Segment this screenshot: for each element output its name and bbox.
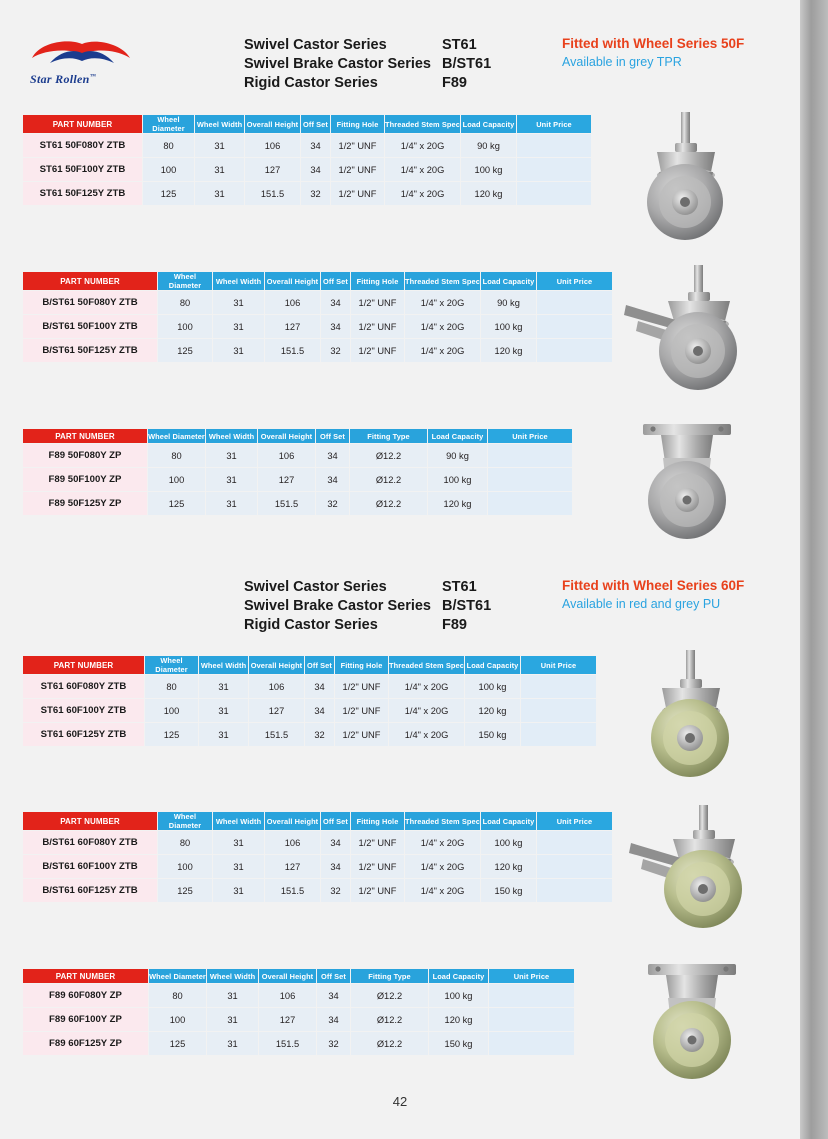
th-part-number: PART NUMBER xyxy=(23,656,145,675)
series-titles-50f xyxy=(244,36,431,93)
cell-wheel-width: 31 xyxy=(206,444,258,468)
cell-unit-price xyxy=(488,444,573,468)
cell-wheel-width: 31 xyxy=(207,984,259,1008)
cell-wheel-width: 31 xyxy=(195,158,245,182)
cell-overall-height: 106 xyxy=(259,984,317,1008)
th-wheel-width: Wheel Width xyxy=(213,272,265,291)
cell-overall-height: 151.5 xyxy=(258,492,316,516)
th-load-capacity: Load Capacity xyxy=(481,272,537,291)
table-row xyxy=(23,855,613,879)
cell-threaded-stem: 1/4" x 20G xyxy=(389,723,465,747)
cell-fitting-hole: 1/2" UNF xyxy=(351,315,405,339)
th-fitting-type: Fitting Type xyxy=(350,429,428,444)
cell-unit-price xyxy=(488,468,573,492)
cell-off-set: 34 xyxy=(305,675,335,699)
cell-load-capacity: 120 kg xyxy=(461,182,517,206)
cell-fitting-type: Ø12.2 xyxy=(350,468,428,492)
title-rigid: Rigid Castor Series xyxy=(244,617,378,633)
code-st61: ST61 xyxy=(442,37,477,53)
code-f89: F89 xyxy=(442,617,467,633)
cell-threaded-stem: 1/4" x 20G xyxy=(385,158,461,182)
cell-off-set: 32 xyxy=(301,182,331,206)
product-image-bst61-50f xyxy=(590,265,790,395)
cell-load-capacity: 90 kg xyxy=(428,444,488,468)
cell-load-capacity: 120 kg xyxy=(465,699,521,723)
table-header-row xyxy=(23,429,573,444)
cell-fitting-type: Ø12.2 xyxy=(351,984,429,1008)
cell-wheel-width: 31 xyxy=(206,492,258,516)
th-wheel-diameter: Wheel Diameter xyxy=(145,656,199,675)
table-row xyxy=(23,444,573,468)
th-unit-price: Unit Price xyxy=(488,429,573,444)
availability-note-50f: Available in grey TPR xyxy=(562,55,682,69)
table-header-row xyxy=(23,969,575,984)
cell-unit-price xyxy=(489,1032,575,1056)
cell-overall-height: 151.5 xyxy=(249,723,305,747)
th-unit-price: Unit Price xyxy=(537,812,613,831)
cell-wheel-width: 31 xyxy=(207,1032,259,1056)
cell-load-capacity: 100 kg xyxy=(461,158,517,182)
cell-wheel-width: 31 xyxy=(213,291,265,315)
table-row xyxy=(23,1008,575,1032)
table-row xyxy=(23,315,613,339)
th-part-number: PART NUMBER xyxy=(23,272,158,291)
th-unit-price: Unit Price xyxy=(521,656,597,675)
product-image-f89-60f xyxy=(610,958,790,1093)
cell-load-capacity: 100 kg xyxy=(429,984,489,1008)
table-row xyxy=(23,831,613,855)
cell-overall-height: 127 xyxy=(245,158,301,182)
table-row xyxy=(23,134,592,158)
th-unit-price: Unit Price xyxy=(489,969,575,984)
cell-wheel-width: 31 xyxy=(213,879,265,903)
cell-wheel-diameter: 80 xyxy=(143,134,195,158)
th-load-capacity: Load Capacity xyxy=(428,429,488,444)
cell-fitting-hole: 1/2" UNF xyxy=(351,855,405,879)
th-overall-height: Overall Height xyxy=(258,429,316,444)
cell-fitting-hole: 1/2" UNF xyxy=(331,182,385,206)
table-row xyxy=(23,158,592,182)
cell-unit-price xyxy=(521,723,597,747)
cell-wheel-diameter: 125 xyxy=(158,339,213,363)
cell-wheel-width: 31 xyxy=(206,468,258,492)
cell-wheel-diameter: 80 xyxy=(158,291,213,315)
cell-part-number: F89 60F100Y ZP xyxy=(23,1008,149,1032)
cell-wheel-width: 31 xyxy=(213,315,265,339)
cell-unit-price xyxy=(521,675,597,699)
cell-load-capacity: 150 kg xyxy=(481,879,537,903)
spec-table-st61-50f xyxy=(22,114,592,206)
cell-fitting-hole: 1/2" UNF xyxy=(351,879,405,903)
cell-wheel-diameter: 100 xyxy=(158,315,213,339)
table-header-row xyxy=(23,115,592,134)
cell-fitting-type: Ø12.2 xyxy=(350,492,428,516)
th-part-number: PART NUMBER xyxy=(23,969,149,984)
cell-wheel-diameter: 100 xyxy=(149,1008,207,1032)
cell-part-number: F89 60F125Y ZP xyxy=(23,1032,149,1056)
cell-wheel-diameter: 125 xyxy=(158,879,213,903)
th-part-number: PART NUMBER xyxy=(23,429,148,444)
table-row xyxy=(23,182,592,206)
th-load-capacity: Load Capacity xyxy=(481,812,537,831)
th-off-set: Off Set xyxy=(305,656,335,675)
cell-wheel-width: 31 xyxy=(195,134,245,158)
cell-off-set: 34 xyxy=(321,291,351,315)
cell-wheel-diameter: 125 xyxy=(148,492,206,516)
cell-wheel-width: 31 xyxy=(213,831,265,855)
cell-fitting-hole: 1/2" UNF xyxy=(351,339,405,363)
cell-unit-price xyxy=(489,1008,575,1032)
cell-threaded-stem: 1/4" x 20G xyxy=(405,879,481,903)
code-bst61: B/ST61 xyxy=(442,56,492,72)
product-image-f89-50f xyxy=(605,418,785,553)
cell-part-number: ST61 50F100Y ZTB xyxy=(23,158,143,182)
cell-wheel-diameter: 80 xyxy=(145,675,199,699)
cell-wheel-diameter: 80 xyxy=(149,984,207,1008)
cell-overall-height: 106 xyxy=(245,134,301,158)
th-unit-price: Unit Price xyxy=(537,272,613,291)
company-logo xyxy=(22,38,142,86)
cell-off-set: 32 xyxy=(317,1032,351,1056)
cell-wheel-width: 31 xyxy=(195,182,245,206)
cell-load-capacity: 120 kg xyxy=(481,855,537,879)
th-wheel-width: Wheel Width xyxy=(195,115,245,134)
th-part-number: PART NUMBER xyxy=(23,812,158,831)
th-wheel-diameter: Wheel Diameter xyxy=(158,812,213,831)
cell-off-set: 34 xyxy=(316,444,350,468)
title-swivel-brake: Swivel Brake Castor Series xyxy=(244,598,431,614)
cell-load-capacity: 120 kg xyxy=(481,339,537,363)
title-rigid: Rigid Castor Series xyxy=(244,75,378,91)
cell-fitting-hole: 1/2" UNF xyxy=(351,291,405,315)
cell-load-capacity: 150 kg xyxy=(465,723,521,747)
th-fitting-hole: Fitting Hole xyxy=(331,115,385,134)
cell-wheel-diameter: 100 xyxy=(158,855,213,879)
cell-wheel-diameter: 100 xyxy=(148,468,206,492)
cell-load-capacity: 90 kg xyxy=(461,134,517,158)
cell-wheel-diameter: 100 xyxy=(145,699,199,723)
title-swivel-brake: Swivel Brake Castor Series xyxy=(244,56,431,72)
cell-threaded-stem: 1/4" x 20G xyxy=(389,699,465,723)
cell-threaded-stem: 1/4" x 20G xyxy=(389,675,465,699)
cell-fitting-type: Ø12.2 xyxy=(350,444,428,468)
series-codes-60f xyxy=(442,578,491,635)
cell-unit-price xyxy=(517,182,592,206)
product-image-st61-60f xyxy=(600,648,790,783)
cell-overall-height: 151.5 xyxy=(245,182,301,206)
cell-part-number: F89 60F080Y ZP xyxy=(23,984,149,1008)
spec-table-bst61-50f xyxy=(22,271,613,363)
page-number: 42 xyxy=(392,1094,408,1109)
fitted-wheel-series-50f: Fitted with Wheel Series 50F xyxy=(562,36,745,51)
title-swivel: Swivel Castor Series xyxy=(244,37,387,53)
code-f89: F89 xyxy=(442,75,467,91)
cell-part-number: F89 50F080Y ZP xyxy=(23,444,148,468)
cell-overall-height: 127 xyxy=(249,699,305,723)
th-off-set: Off Set xyxy=(317,969,351,984)
table-row xyxy=(23,468,573,492)
cell-overall-height: 127 xyxy=(258,468,316,492)
cell-unit-price xyxy=(517,158,592,182)
code-st61: ST61 xyxy=(442,579,477,595)
cell-threaded-stem: 1/4" x 20G xyxy=(405,855,481,879)
table-row xyxy=(23,291,613,315)
th-overall-height: Overall Height xyxy=(245,115,301,134)
th-wheel-width: Wheel Width xyxy=(213,812,265,831)
cell-overall-height: 106 xyxy=(249,675,305,699)
table-row xyxy=(23,1032,575,1056)
code-bst61: B/ST61 xyxy=(442,598,492,614)
cell-part-number: B/ST61 50F100Y ZTB xyxy=(23,315,158,339)
cell-off-set: 34 xyxy=(305,699,335,723)
cell-fitting-hole: 1/2" UNF xyxy=(331,158,385,182)
th-part-number: PART NUMBER xyxy=(23,115,143,134)
cell-part-number: B/ST61 60F125Y ZTB xyxy=(23,879,158,903)
th-off-set: Off Set xyxy=(321,272,351,291)
th-overall-height: Overall Height xyxy=(249,656,305,675)
cell-part-number: B/ST61 50F080Y ZTB xyxy=(23,291,158,315)
cell-overall-height: 151.5 xyxy=(259,1032,317,1056)
th-overall-height: Overall Height xyxy=(265,812,321,831)
cell-fitting-type: Ø12.2 xyxy=(351,1008,429,1032)
cell-part-number: F89 50F100Y ZP xyxy=(23,468,148,492)
cell-load-capacity: 120 kg xyxy=(429,1008,489,1032)
table-header-row xyxy=(23,812,613,831)
cell-threaded-stem: 1/4" x 20G xyxy=(405,291,481,315)
cell-wheel-diameter: 80 xyxy=(158,831,213,855)
th-load-capacity: Load Capacity xyxy=(461,115,517,134)
table-row xyxy=(23,879,613,903)
th-fitting-hole: Fitting Hole xyxy=(335,656,389,675)
th-threaded-stem-spec: Threaded Stem Spec xyxy=(389,656,465,675)
th-wheel-diameter: Wheel Diameter xyxy=(158,272,213,291)
th-overall-height: Overall Height xyxy=(265,272,321,291)
cell-fitting-type: Ø12.2 xyxy=(351,1032,429,1056)
cell-wheel-diameter: 125 xyxy=(145,723,199,747)
th-wheel-diameter: Wheel Diameter xyxy=(149,969,207,984)
th-fitting-type: Fitting Type xyxy=(351,969,429,984)
cell-wheel-width: 31 xyxy=(199,723,249,747)
table-row xyxy=(23,675,597,699)
table-row xyxy=(23,723,597,747)
cell-load-capacity: 90 kg xyxy=(481,291,537,315)
cell-load-capacity: 100 kg xyxy=(481,315,537,339)
cell-threaded-stem: 1/4" x 20G xyxy=(385,134,461,158)
table-row xyxy=(23,492,573,516)
cell-off-set: 34 xyxy=(316,468,350,492)
cell-off-set: 32 xyxy=(316,492,350,516)
cell-part-number: ST61 60F080Y ZTB xyxy=(23,675,145,699)
cell-off-set: 32 xyxy=(305,723,335,747)
series-titles-60f xyxy=(244,578,431,635)
cell-wheel-diameter: 125 xyxy=(149,1032,207,1056)
th-wheel-diameter: Wheel Diameter xyxy=(143,115,195,134)
cell-fitting-hole: 1/2" UNF xyxy=(335,675,389,699)
cell-overall-height: 106 xyxy=(265,291,321,315)
cell-overall-height: 151.5 xyxy=(265,339,321,363)
th-fitting-hole: Fitting Hole xyxy=(351,272,405,291)
spec-table-f89-60f xyxy=(22,968,575,1056)
th-wheel-width: Wheel Width xyxy=(206,429,258,444)
th-threaded-stem-spec: Threaded Stem Spec xyxy=(385,115,461,134)
cell-load-capacity: 150 kg xyxy=(429,1032,489,1056)
cell-threaded-stem: 1/4" x 20G xyxy=(385,182,461,206)
cell-overall-height: 127 xyxy=(265,855,321,879)
th-wheel-diameter: Wheel Diameter xyxy=(148,429,206,444)
cell-threaded-stem: 1/4" x 20G xyxy=(405,831,481,855)
availability-note-60f: Available in red and grey PU xyxy=(562,597,721,611)
cell-off-set: 34 xyxy=(301,158,331,182)
cell-fitting-hole: 1/2" UNF xyxy=(335,699,389,723)
cell-overall-height: 127 xyxy=(259,1008,317,1032)
cell-wheel-width: 31 xyxy=(207,1008,259,1032)
cell-off-set: 34 xyxy=(317,1008,351,1032)
logo-mark-icon xyxy=(22,38,142,74)
cell-fitting-hole: 1/2" UNF xyxy=(335,723,389,747)
cell-part-number: B/ST61 60F100Y ZTB xyxy=(23,855,158,879)
spec-table-st61-60f xyxy=(22,655,597,747)
series-codes-50f xyxy=(442,36,491,93)
table-row xyxy=(23,984,575,1008)
cell-wheel-diameter: 125 xyxy=(143,182,195,206)
cell-unit-price xyxy=(488,492,573,516)
th-fitting-hole: Fitting Hole xyxy=(351,812,405,831)
cell-fitting-hole: 1/2" UNF xyxy=(331,134,385,158)
cell-load-capacity: 100 kg xyxy=(465,675,521,699)
cell-part-number: B/ST61 60F080Y ZTB xyxy=(23,831,158,855)
logo-text: Star Rollen™ xyxy=(30,72,96,86)
table-row xyxy=(23,699,597,723)
cell-wheel-width: 31 xyxy=(213,855,265,879)
th-load-capacity: Load Capacity xyxy=(465,656,521,675)
cell-threaded-stem: 1/4" x 20G xyxy=(405,339,481,363)
title-swivel: Swivel Castor Series xyxy=(244,579,387,595)
cell-part-number: ST61 50F080Y ZTB xyxy=(23,134,143,158)
table-row xyxy=(23,339,613,363)
table-header-row xyxy=(23,272,613,291)
th-off-set: Off Set xyxy=(321,812,351,831)
cell-wheel-width: 31 xyxy=(199,699,249,723)
cell-off-set: 32 xyxy=(321,339,351,363)
cell-load-capacity: 120 kg xyxy=(428,492,488,516)
cell-fitting-hole: 1/2" UNF xyxy=(351,831,405,855)
cell-off-set: 34 xyxy=(301,134,331,158)
spec-table-f89-50f xyxy=(22,428,573,516)
cell-part-number: ST61 60F125Y ZTB xyxy=(23,723,145,747)
cell-off-set: 34 xyxy=(321,831,351,855)
th-threaded-stem-spec: Threaded Stem Spec xyxy=(405,812,481,831)
cell-part-number: F89 50F125Y ZP xyxy=(23,492,148,516)
cell-unit-price xyxy=(521,699,597,723)
cell-part-number: ST61 60F100Y ZTB xyxy=(23,699,145,723)
cell-off-set: 34 xyxy=(321,315,351,339)
cell-unit-price xyxy=(489,984,575,1008)
cell-part-number: ST61 50F125Y ZTB xyxy=(23,182,143,206)
cell-load-capacity: 100 kg xyxy=(428,468,488,492)
cell-overall-height: 106 xyxy=(258,444,316,468)
th-off-set: Off Set xyxy=(316,429,350,444)
product-image-st61-50f xyxy=(595,110,785,245)
cell-wheel-diameter: 80 xyxy=(148,444,206,468)
th-unit-price: Unit Price xyxy=(517,115,592,134)
fitted-wheel-series-60f: Fitted with Wheel Series 60F xyxy=(562,578,745,593)
cell-load-capacity: 100 kg xyxy=(481,831,537,855)
cell-overall-height: 127 xyxy=(265,315,321,339)
th-threaded-stem-spec: Threaded Stem Spec xyxy=(405,272,481,291)
book-spine-edge xyxy=(800,0,828,1139)
table-header-row xyxy=(23,656,597,675)
cell-part-number: B/ST61 50F125Y ZTB xyxy=(23,339,158,363)
cell-overall-height: 106 xyxy=(265,831,321,855)
cell-wheel-width: 31 xyxy=(213,339,265,363)
th-load-capacity: Load Capacity xyxy=(429,969,489,984)
th-overall-height: Overall Height xyxy=(259,969,317,984)
cell-off-set: 34 xyxy=(321,855,351,879)
cell-off-set: 34 xyxy=(317,984,351,1008)
cell-wheel-diameter: 100 xyxy=(143,158,195,182)
spec-table-bst61-60f xyxy=(22,811,613,903)
cell-threaded-stem: 1/4" x 20G xyxy=(405,315,481,339)
product-image-bst61-60f xyxy=(595,805,795,935)
cell-overall-height: 151.5 xyxy=(265,879,321,903)
cell-off-set: 32 xyxy=(321,879,351,903)
th-wheel-width: Wheel Width xyxy=(199,656,249,675)
th-wheel-width: Wheel Width xyxy=(207,969,259,984)
cell-wheel-width: 31 xyxy=(199,675,249,699)
cell-unit-price xyxy=(517,134,592,158)
th-off-set: Off Set xyxy=(301,115,331,134)
